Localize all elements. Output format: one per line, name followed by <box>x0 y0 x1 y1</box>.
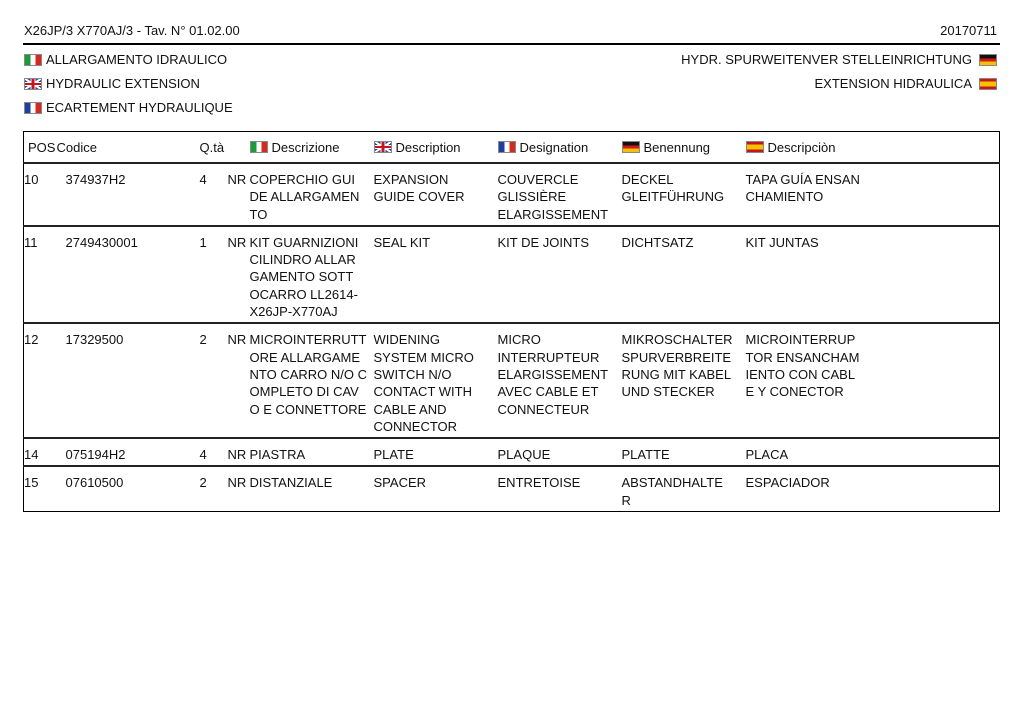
cell-description-de-text: DICHTSATZ <box>621 234 694 250</box>
cell-description-es <box>746 438 1000 466</box>
cell-description-en-text: WIDENING SYSTEM MICRO SWITCH N/O CONTACT WITH CABLE AND CONNECTOR <box>373 332 474 434</box>
cell-description-de <box>622 323 746 438</box>
cell-description-de-text: ABSTANDHALTER <box>621 475 723 508</box>
cell-description-it <box>250 438 374 466</box>
cell-description-de-text: MIKROSCHALTER SPURVERBREITERUNG MIT KABEL UND STECKER <box>621 332 733 400</box>
column-header-description-de <box>622 132 746 164</box>
france-flag-icon <box>24 102 42 114</box>
germany-flag-icon <box>979 54 997 66</box>
column-header-description-en <box>374 132 498 164</box>
cell-description-fr-text: MICRO INTERRUPTEUR ELARGISSEMENT AVEC CABLE ET CONNECTEUR <box>497 332 608 417</box>
cell-description-fr-text: PLAQUE <box>497 447 551 463</box>
cell-description-fr <box>498 323 622 438</box>
cell-description-de <box>622 163 746 226</box>
cell-description-en <box>374 323 498 438</box>
document-title: X26JP/3 X770AJ/3 - Tav. N° 01.02.00 <box>24 23 240 38</box>
column-header-pos: POS <box>28 140 56 156</box>
cell-pos: 11 <box>24 234 38 250</box>
cell-pos: 15 <box>24 475 39 491</box>
cell-description-fr <box>498 438 622 466</box>
cell-description-es-text: MICROINTERRUPTOR ENSANCHAMIENTO CON CABLE Y CONECTOR <box>745 332 860 400</box>
cell-description-es-text: ESPACIADOR <box>745 475 830 491</box>
cell-description-es <box>746 466 1000 511</box>
cell-description-de <box>622 226 746 323</box>
column-header-qty: Q.tà <box>199 140 225 156</box>
spain-flag-icon <box>979 78 997 90</box>
uk-flag-icon <box>24 78 42 90</box>
cell-description-es-text: TAPA GUÍA ENSANCHAMIENTO <box>745 172 860 205</box>
cell-qty: 1 <box>199 234 207 250</box>
cell-code: 17329500 <box>65 332 124 348</box>
cell-unit: NR <box>227 234 247 250</box>
cell-description-it <box>250 163 374 226</box>
parts-table <box>23 131 1000 512</box>
cell-description-it-text: COPERCHIO GUIDE ALLARGAMENTO <box>249 172 360 222</box>
cell-description-fr <box>498 466 622 511</box>
title-english-label: HYDRAULIC EXTENSION <box>46 76 200 91</box>
uk-flag-icon <box>374 141 392 153</box>
cell-description-es <box>746 226 1000 323</box>
table-row <box>24 438 1000 466</box>
cell-description-en-text: PLATE <box>373 447 414 463</box>
cell-description-de <box>622 438 746 466</box>
cell-unit: NR <box>227 172 247 187</box>
cell-description-it-text: PIASTRA <box>249 447 306 463</box>
title-english <box>24 76 200 91</box>
column-header-description-es <box>746 132 1000 164</box>
column-header-es-label: Descripciòn <box>767 140 836 156</box>
title-german <box>681 52 997 67</box>
cell-description-fr-text: COUVERCLE GLISSIÈRE ELARGISSEMENT <box>497 172 609 222</box>
cell-qty: 4 <box>199 447 207 463</box>
germany-flag-icon <box>622 141 640 153</box>
table-row <box>24 226 1000 323</box>
cell-code: 07610500 <box>65 475 124 491</box>
spain-flag-icon <box>746 141 764 153</box>
cell-description-fr <box>498 226 622 323</box>
cell-description-it-text: MICROINTERRUTTORE ALLARGAMENTO CARRO N/O COMPLETO DI CAVO E CONNETTORE <box>249 332 368 417</box>
title-french-label: ECARTEMENT HYDRAULIQUE <box>46 100 233 115</box>
title-spanish-label: EXTENSION HIDRAULICA <box>814 76 972 91</box>
cell-description-es-text: KIT JUNTAS <box>745 234 819 250</box>
cell-pos: 12 <box>24 332 39 348</box>
table-row <box>24 323 1000 438</box>
cell-qty: 2 <box>199 332 207 348</box>
cell-code: 374937H2 <box>65 172 126 187</box>
cell-description-it <box>250 226 374 323</box>
header-divider <box>23 43 1000 45</box>
cell-unit: NR <box>227 475 247 491</box>
cell-unit: NR <box>227 332 247 348</box>
column-header-en-label: Description <box>395 140 461 156</box>
cell-description-en <box>374 438 498 466</box>
cell-description-en-text: SPACER <box>373 475 427 491</box>
cell-description-en-text: SEAL KIT <box>373 234 431 250</box>
cell-qty: 2 <box>199 475 207 491</box>
cell-description-en <box>374 226 498 323</box>
italy-flag-icon <box>250 141 268 153</box>
cell-description-fr-text: ENTRETOISE <box>497 475 581 491</box>
cell-description-fr-text: KIT DE JOINTS <box>497 234 590 250</box>
cell-description-es-text: PLACA <box>745 447 789 463</box>
title-spanish <box>815 76 997 91</box>
cell-description-it <box>250 466 374 511</box>
title-german-label: HYDR. SPURWEITENVER STELLEINRICHTUNG <box>681 52 972 67</box>
column-header-description-fr <box>498 132 622 164</box>
column-header-it-label: Descrizione <box>271 140 340 156</box>
cell-description-de <box>622 466 746 511</box>
column-header-de-label: Benennung <box>643 140 711 156</box>
cell-description-en <box>374 163 498 226</box>
cell-description-en <box>374 466 498 511</box>
cell-pos: 10 <box>24 172 39 187</box>
cell-description-de-text: PLATTE <box>621 447 670 463</box>
cell-description-fr <box>498 163 622 226</box>
cell-description-it-text: DISTANZIALE <box>249 475 333 491</box>
column-header-code: Codice <box>56 140 97 156</box>
cell-code: 075194H2 <box>65 447 126 463</box>
title-italian <box>24 52 227 67</box>
table-row <box>24 163 1000 226</box>
cell-pos: 14 <box>24 447 39 463</box>
title-italian-label: ALLARGAMENTO IDRAULICO <box>46 52 228 67</box>
cell-code: 2749430001 <box>65 234 138 250</box>
cell-description-en-text: EXPANSION GUIDE COVER <box>373 172 465 205</box>
column-header-fr-label: Designation <box>519 140 589 156</box>
table-row <box>24 466 1000 511</box>
document-date: 20170711 <box>940 23 997 38</box>
cell-description-it <box>250 323 374 438</box>
france-flag-icon <box>498 141 516 153</box>
cell-description-de-text: DECKEL GLEITFÜHRUNG <box>621 172 725 205</box>
cell-unit: NR <box>227 447 247 463</box>
table-header-row <box>24 132 1000 164</box>
cell-description-it-text: KIT GUARNIZIONI CILINDRO ALLARGAMENTO SOTTOCARRO LL2614-X26JP-X770AJ <box>249 234 359 320</box>
cell-qty: 4 <box>199 172 207 187</box>
title-french <box>24 100 233 115</box>
cell-description-es <box>746 323 1000 438</box>
cell-description-es <box>746 163 1000 226</box>
italy-flag-icon <box>24 54 42 66</box>
column-header-description-it <box>250 132 374 164</box>
